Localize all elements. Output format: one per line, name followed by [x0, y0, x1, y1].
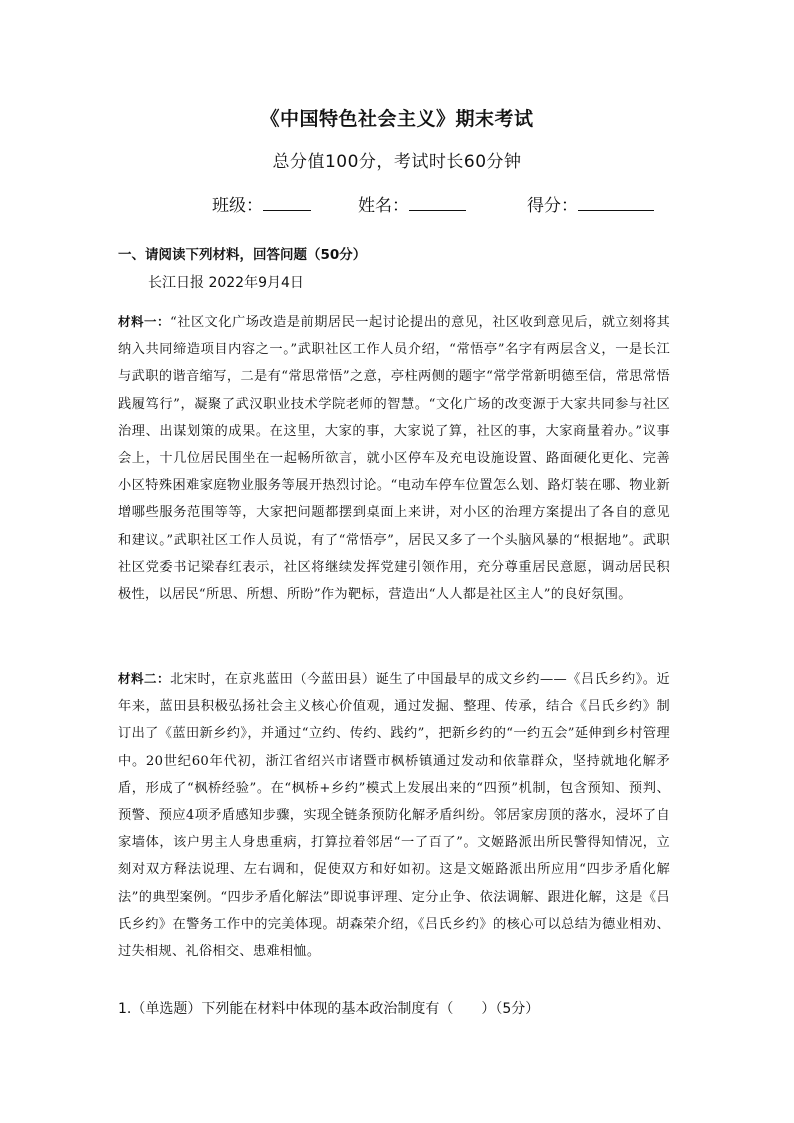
- material-one-text: “社区文化广场改造是前期居民一起讨论提出的意见，社区收到意见后，就立刻将其纳入共同缔造项目内容之一。”武职社区工作人员介绍，“常悟亭”名字有两层含义，一是长江与武职的谐音缩写，二是有“常思常悟”之意，亭柱两侧的题字“常学常新明德至信，常思常悟践履笃行”，凝聚了武汉职业技术学院老师的智慧。“文化广场的改变源于大家共同参与社区治理、出谋划策的成果。在这里，大家的事，大家说了算，社区的事，大家商量着办。”议事会上，十几位居民围坐在一起畅所欲言，就小区停车及充电设施设置、路面硬化更化、完善小区特殊困难家庭物业服务等展开热烈讨论。“电动车停车位置怎么划、路灯装在哪、物业新增哪些服务范围等等，大家把问题都摆到桌面上来讲，对小区的治理方案提出了各自的意见和建议。”武职社区工作人员说，有了“常悟亭”，居民又多了一个头脑风暴的“根据地”。武职社区党委书记梁春红表示，社区将继续发挥党建引领作用，充分尊重居民意愿，调动居民积极性，以居民“所思、所想、所盼”作为靶标，营造出“人人都是社区主人”的良好氛围。: [118, 315, 671, 603]
- exam-subtitle: 总分值100分，考试时长60分钟: [272, 152, 522, 172]
- material-two: [118, 665, 670, 965]
- material-two-label: 材料二：: [118, 671, 171, 686]
- name-label: 姓名：: [358, 196, 409, 216]
- material-two-text: 北宋时，在京兆蓝田（今蓝田县）诞生了中国最早的成文乡约——《吕氏乡约》。近年来，蓝田县积极弘扬社会主义核心价值观，通过发掘、整理、传承，结合《吕氏乡约》制订出了《蓝田新乡约》，并通过“立约、传约、践约”，把新乡约的“一约五会”延伸到乡村管理中。20世纪60年代初，浙江省绍兴市诸暨市枫桥镇通过发动和依靠群众，坚持就地化解矛盾，形成了“枫桥经验”。在“枫桥+乡约”模式上发展出来的“四预”机制，包含预知、预判、预警、预应4项矛盾感知步骤，实现全链条预防化解矛盾纠纷。邻居家房顶的落水，浸坏了自家墙体，该户男主人身患重病，打算拉着邻居“一了百了”。文姬路派出所民警得知情况，立刻对双方释法说理、左右调和，促使双方和好如初。这是文姬路派出所应用“四步矛盾化解法”的典型案例。“四步矛盾化解法”即说事评理、定分止争、依法调解、跟进化解，这是《吕氏乡约》在警务工作中的完美体现。胡森荣介绍，《吕氏乡约》的核心可以总结为德业相劝、过失相规、礼俗相交、患难相恤。: [118, 672, 670, 960]
- question-1: 1.（单选题）下列能在材料中体现的基本政治制度有（ ）（5分）: [118, 1001, 540, 1017]
- exam-title: 《中国特色社会主义》期末考试: [260, 108, 534, 130]
- material-one-label: 材料一：: [118, 314, 171, 329]
- class-blank[interactable]: [263, 193, 311, 211]
- section-heading: 一、请阅读下列材料，回答问题（50分）: [118, 247, 367, 263]
- score-blank[interactable]: [578, 193, 654, 211]
- score-field: [527, 191, 654, 216]
- material-one: [118, 308, 670, 608]
- news-dateline: 长江日报 2022年9月4日: [148, 275, 304, 291]
- class-label: 班级：: [212, 196, 263, 216]
- class-field: [212, 191, 311, 216]
- name-blank[interactable]: [409, 193, 466, 211]
- score-label: 得分：: [527, 196, 578, 216]
- name-field: [358, 191, 466, 216]
